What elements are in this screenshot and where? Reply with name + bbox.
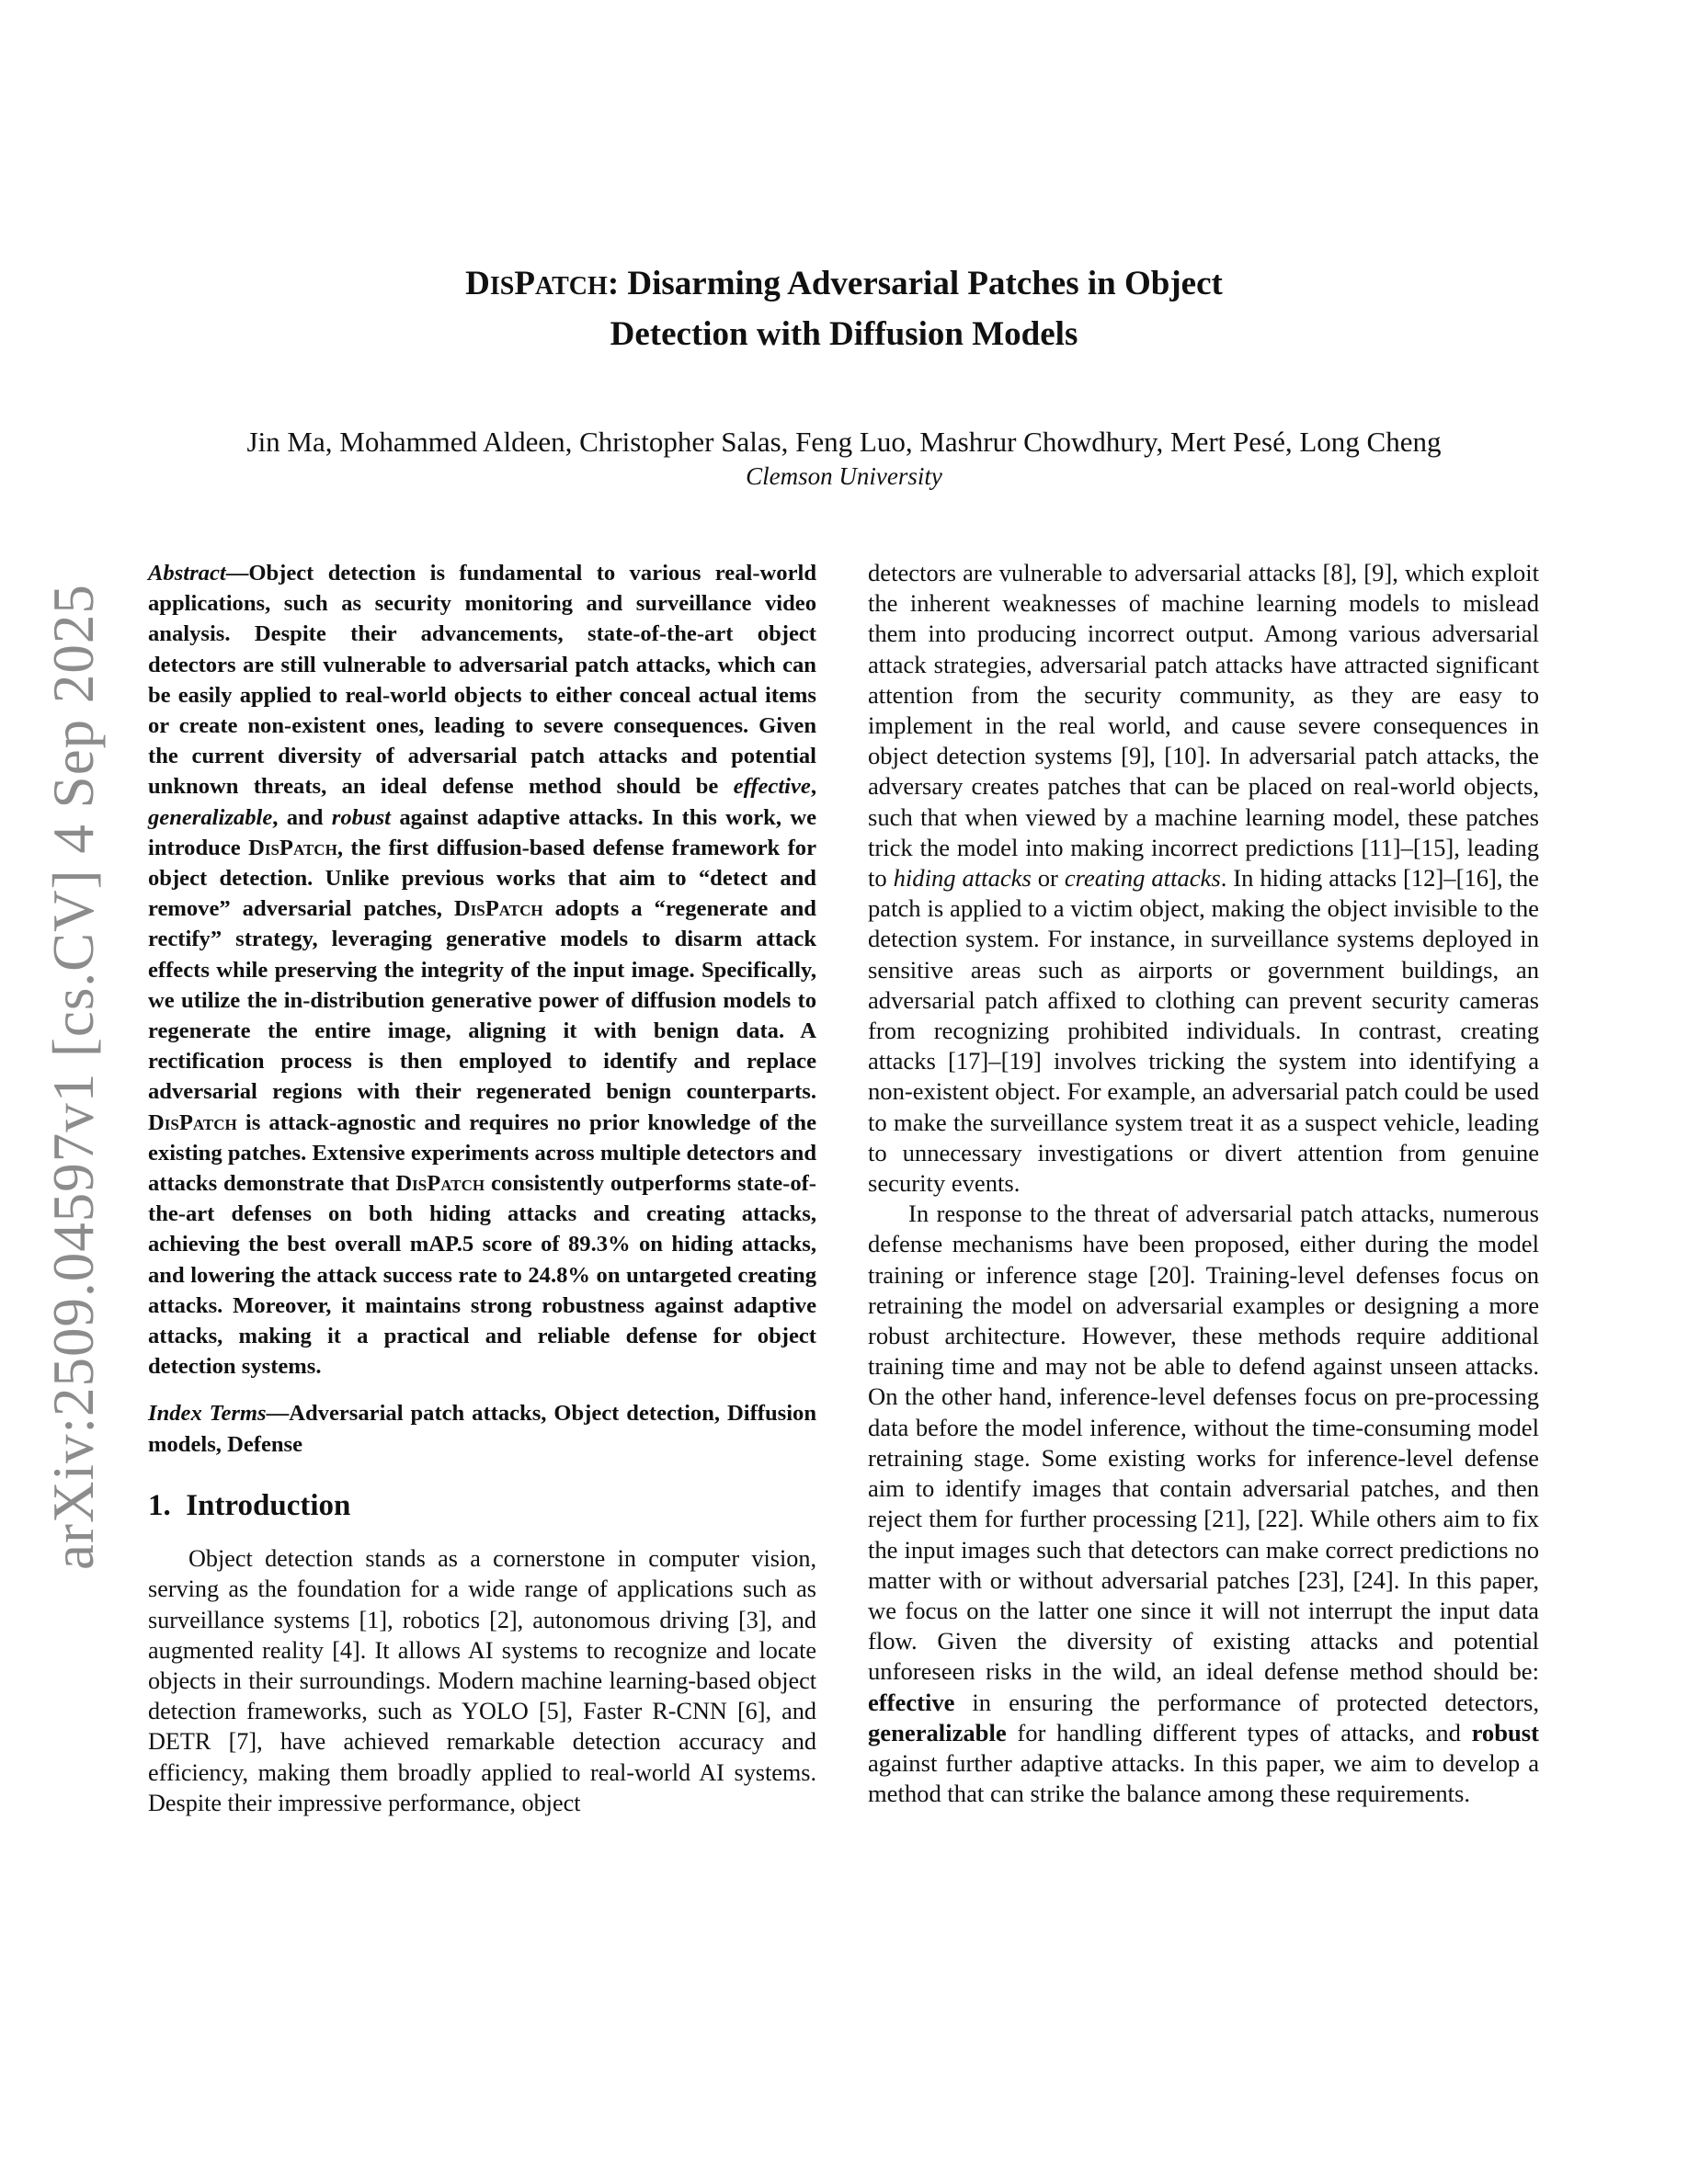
robust-term: robust [1471,1718,1539,1746]
abstract-robust: robust [331,804,391,830]
abstract-dash: — [225,561,249,586]
abstract-text-b: against adaptive attacks. In this work, we introduce [148,804,816,860]
right-p1-text-a: detectors are vulnerable to adversarial attacks [8], [9], which exploit the inherent weaknesses of machine learning models to mislead them into producing incorrect output. Among various adversarial attack strategies, adversarial patch attacks have attracted significant attention from the security community, as they are easy to implement in the real world, and cause severe consequences in object detection systems [9], [10]. In adversarial patch attacks, the adversary creates patches that can be placed on real-world objects, such that when viewed by a machine learning model, these patches trick the model into making incorrect predictions [11]–[15], leading to [868,559,1539,893]
title-line-1 [0,260,1688,311]
title-name-atch: ATCH [534,272,608,301]
intro-paragraph-1: Object detection stands as a cornerstone in computer vision, serving as the foundation for a wide range of applications such as surveillance systems [1], robotics [2], autonomous driving [3], and augmented reality [4]. It allows AI systems to recognize and locate objects in their surroundings. Modern machine learning-based object detection frameworks, such as YOLO [5], Faster R-CNN [6], and DETR [7], have achieved remarkable detection accuracy and efficiency, making them broadly applied to real-world AI systems. Despite their impressive performance, object [148,1545,816,1816]
abstract-label: Abstract [148,561,226,586]
title-name-is: IS [489,272,515,301]
title-line-1-rest: : Disarming Adversarial Patches in Object [607,265,1223,302]
abstract-method-name-3: DisPatch [148,1109,237,1135]
hiding-attacks-term: hiding attacks [893,864,1032,893]
title-name-d: D [465,265,490,302]
creating-attacks-term: creating attacks [1064,864,1221,893]
abstract-method-name-2: DisPatch [453,896,543,922]
intro-paragraph-2 [868,1199,1539,1809]
title-name-p: P [514,265,535,302]
section-title: Introduction [186,1488,351,1522]
right-p1-text-b: . In hiding attacks [12]–[16], the patch is applied to a victim object, making the object invisible to the detection system. For instance, in surveillance systems deployed in sensitive areas such as airports or government buildings, an adversarial patch affixed to clothing can prevent security cameras from recognizing prohibited individuals. In contrast, creating attacks [17]–[19] involves tricking the system into identifying a non-existent object. For example, an adversarial patch could be used to make the surveillance system treat it as a suspect vehicle, leading to unnecessary investigations or divert attention from genuine security events. [868,864,1539,1198]
abstract-comma: , [810,774,816,800]
abstract-method-name-4: DisPatch [395,1171,485,1197]
author-list: Jin Ma, Mohammed Aldeen, Christopher Salas, Feng Luo, Mashrur Chowdhury, Mert Pesé, Long Cheng [246,426,1442,458]
section-heading-introduction [148,1488,816,1522]
abstract-effective: effective [733,774,811,800]
abstract-text-a: Object detection is fundamental to various real-world applications, such as security monitoring and surveillance video analysis. Despite their advancements, state-of-the-art object detectors are still vulnerable to adversarial patch attacks, which can be easily applied to real-world objects to either conceal actual items or create non-existent ones, leading to severe consequences. Given the current diversity of adversarial patch attacks and potential unknown threats, an ideal defense method should be [148,561,816,800]
index-terms-text: Adversarial patch attacks, Object detection, Diffusion models, Defense [148,1401,817,1457]
right-p2-text-d: against further adaptive attacks. In this paper, we aim to develop a method that can strike the balance among these requirements. [868,1748,1539,1808]
abstract-text-e: is attack-agnostic and requires no prior knowledge of the existing patches. Extensive experiments across multiple detectors and attacks demonstrate that [148,1109,816,1197]
abstract-text-d: adopts a “regenerate and rectify” strategy, leveraging generative models to disarm attack effects while preserving the integrity of the input image. Specifically, we utilize the in-distribution generative power of diffusion models to regenerate the entire image, aligning it with benign data. A rectification process is then employed to identify and replace adversarial regions with their regenerated benign counterparts. [148,896,816,1105]
affiliation: Clemson University [746,462,942,490]
generalizable-term: generalizable [868,1718,1007,1746]
abstract-and: , and [272,804,332,830]
abstract-text-f: consistently outperforms state-of-the-art defenses on both hiding attacks and creating attacks, achieving the best overall mAP.5 score of 89.3% on hiding attacks, and lowering the attack success rate to 24.8% on untargeted creating attacks. Moreover, it maintains strong robustness against adaptive attacks, making it a practical and reliable defense for object detection systems. [148,1171,816,1380]
arxiv-stamp-text: arXiv:2509.04597v1 [cs.CV] 4 Sep 2025 [41,584,106,1570]
right-p2-text-c: for handling different types of attacks, and [1006,1718,1472,1746]
right-column [868,558,1539,1809]
index-terms [148,1398,816,1459]
effective-term: effective [868,1688,955,1716]
intro-paragraph-1-continued [868,558,1539,1199]
index-terms-label: Index Terms [148,1401,267,1427]
abstract-text-c: , the first diffusion-based defense framework for object detection. Unlike previous works that aim to “detect and remove” adversarial patches, [148,835,816,922]
abstract-method-name-1: DisPatch [248,835,337,860]
right-p2-text-b: in ensuring the performance of protected detectors, [954,1688,1539,1716]
arxiv-identifier-stamp [0,0,106,1570]
title-line-2: Detection with Diffusion Models [610,315,1078,353]
right-p1-or: or [1031,864,1065,893]
left-column [148,558,816,1818]
paper-title [0,260,1688,358]
index-terms-dash: — [266,1401,290,1427]
right-p2-text-a: In response to the threat of adversarial patch attacks, numerous defense mechanisms have been proposed, either during the model training or inference stage [20]. Training-level defenses focus on retraining the model on adversarial examples or designing a more robust architecture. However, these methods require additional training time and may not be able to defend against unseen attacks. On the other hand, inference-level defenses focus on pre-processing data before the model inference, without the time-consuming model retraining stage. Some existing works for inference-level defense aim to identify images that contain adversarial patches, and then reject them for further processing [21], [22]. While others aim to fix the input images such that detectors can make correct predictions no matter with or without adversarial patches [23], [24]. In this paper, we focus on the latter one since it will not interrupt the input data flow. Given the diversity of existing attacks and potential unforeseen risks in the wild, an ideal defense method should be: [868,1200,1539,1686]
section-number: 1. [148,1488,171,1522]
abstract-generalizable: generalizable [148,804,273,830]
abstract [148,558,816,1382]
